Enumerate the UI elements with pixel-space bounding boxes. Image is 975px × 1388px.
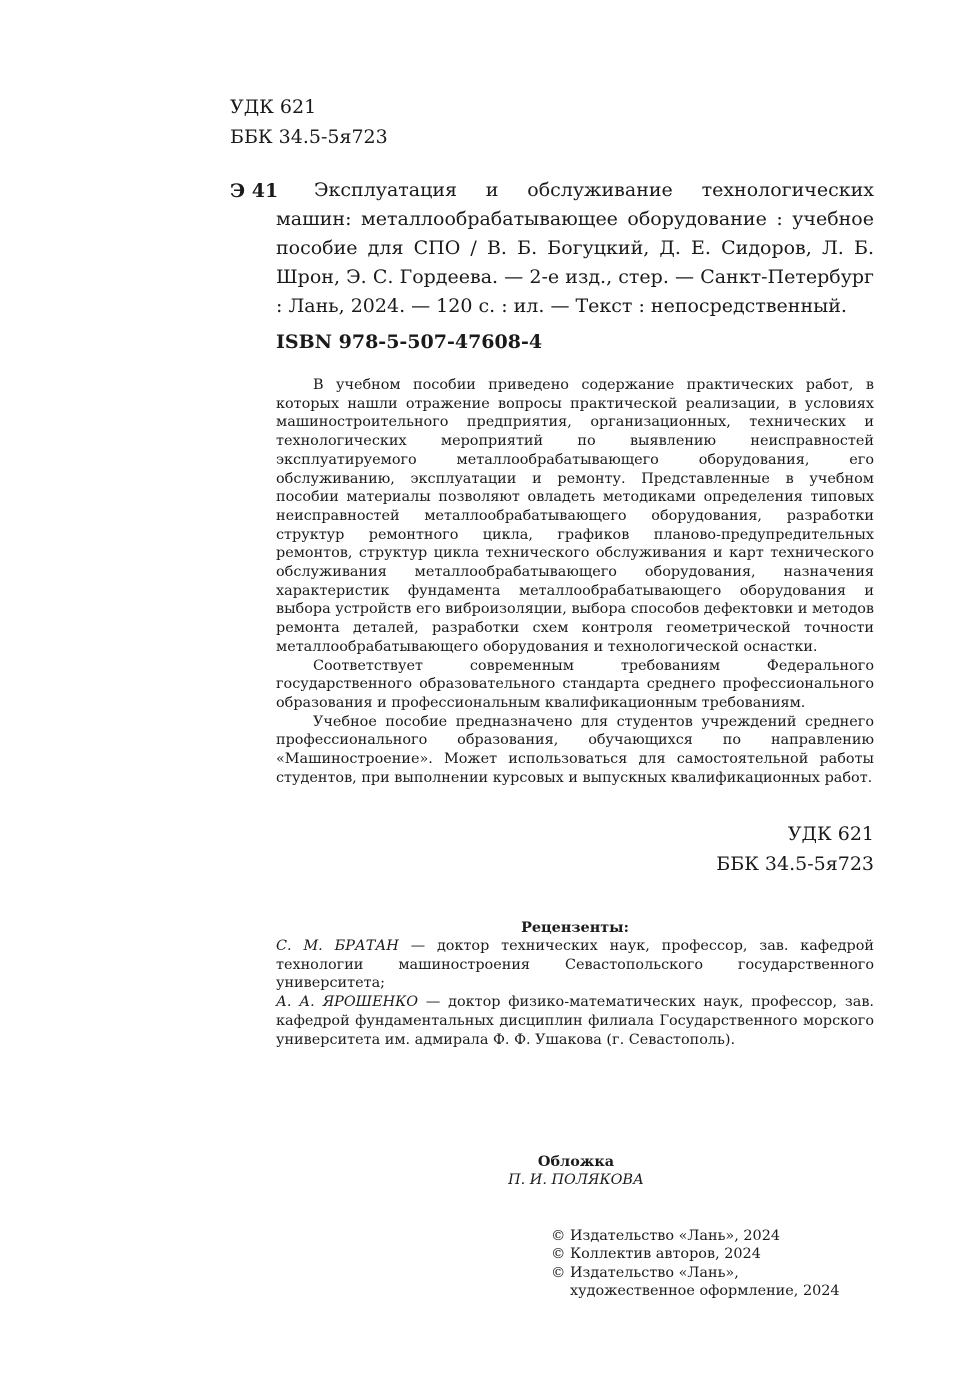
annotation <box>276 376 874 787</box>
bibliographic-text: Эксплуатация и обслуживание технологических машин: металлообрабатывающее оборудование : учебное пособие для СПО / В. Б. Богуцкий, Д. Е. Сидоров, Л. Б. Шрон, Э. С. Гордеева. — 2-е изд., стер. — Санкт-Петербург : Лань, 2024. — 120 с. : ил. — Текст : непосредственный. <box>276 179 874 317</box>
reviewer-entry <box>276 937 874 993</box>
bbk-code: ББК 34.5-5я723 <box>230 126 388 148</box>
annotation-paragraph: В учебном пособии приведено содержание практических работ, в которых нашли отражение вопросы практической реализации, в условиях машиностроительного предприятия, организационных, технических и технологических мероприятий по выявлению неисправностей эксплуатируемого металлообрабатывающего оборудования, его обслуживанию, эксплуатации и ремонту. Представленные в учебном пособии материалы позволяют овладеть методиками определения типовых неисправностей металлообрабатывающего оборудования, разработки структур ремонтного цикла, графиков планово-предупредительных ремонтов, структур цикла технического обслуживания и карт технического обслуживания металлообрабатывающего оборудования, назначения характеристик фундамента металлообрабатывающего оборудования и выбора устройств его виброизоляции, выбора способов дефектовки и методов ремонта деталей, разработки схем контроля геометрической точности металлообрабатывающего оборудования и технологической оснастки. <box>276 377 874 655</box>
reviewers-heading: Рецензенты: <box>521 919 629 936</box>
reviewers-list <box>276 937 874 1049</box>
classification-top <box>230 92 388 152</box>
copyright-line: © Издательство «Лань», 2024 <box>551 1228 781 1244</box>
reviewer-name: С. М. БРАТАН <box>276 938 399 954</box>
reviewer-entry <box>276 993 874 1049</box>
copyright-line: художественное оформление, 2024 <box>570 1282 840 1299</box>
bibliographic-record <box>276 176 874 321</box>
isbn: ISBN 978-5-507-47608-4 <box>276 331 543 353</box>
cover-artist: П. И. ПОЛЯКОВА <box>508 1172 644 1188</box>
reviewer-name: А. А. ЯРОШЕНКО <box>276 994 419 1011</box>
author-sign: Э 41 <box>230 180 279 202</box>
classification-bottom <box>716 819 874 879</box>
copyright-block <box>551 1227 840 1300</box>
annotation-paragraph: Соответствует современным требованиям Федерального государственного образовательного стандарта среднего профессионального образования и профессиональным квалификационным требованиям. <box>276 657 874 711</box>
cover-title: Обложка <box>537 1153 615 1170</box>
copyright-line: © Коллектив авторов, 2024 <box>551 1246 761 1263</box>
reviewer-description: — доктор технических наук, профессор, зав. кафедрой технологии машиностроения Севастопольского государственного университета; <box>276 938 874 992</box>
udk-code: УДК 621 <box>787 823 874 845</box>
copyright-line: © Издательство «Лань», <box>551 1264 739 1281</box>
reviewer-description: — доктор физико-математических наук, профессор, зав. кафедрой фундаментальных дисциплин филиала Государственного морского университета им. адмирала Ф. Ф. Ушакова (г. Севастополь). <box>276 994 874 1048</box>
cover-credit <box>476 1153 676 1189</box>
udk-code: УДК 621 <box>230 96 317 118</box>
bbk-code: ББК 34.5-5я723 <box>716 853 874 875</box>
annotation-paragraph: Учебное пособие предназначено для студентов учреждений среднего профессионального образования, обучающихся по направлению «Машиностроение». Может использоваться для самостоятельной работы студентов, при выполнении курсовых и выпускных квалификационных работ. <box>276 713 874 786</box>
